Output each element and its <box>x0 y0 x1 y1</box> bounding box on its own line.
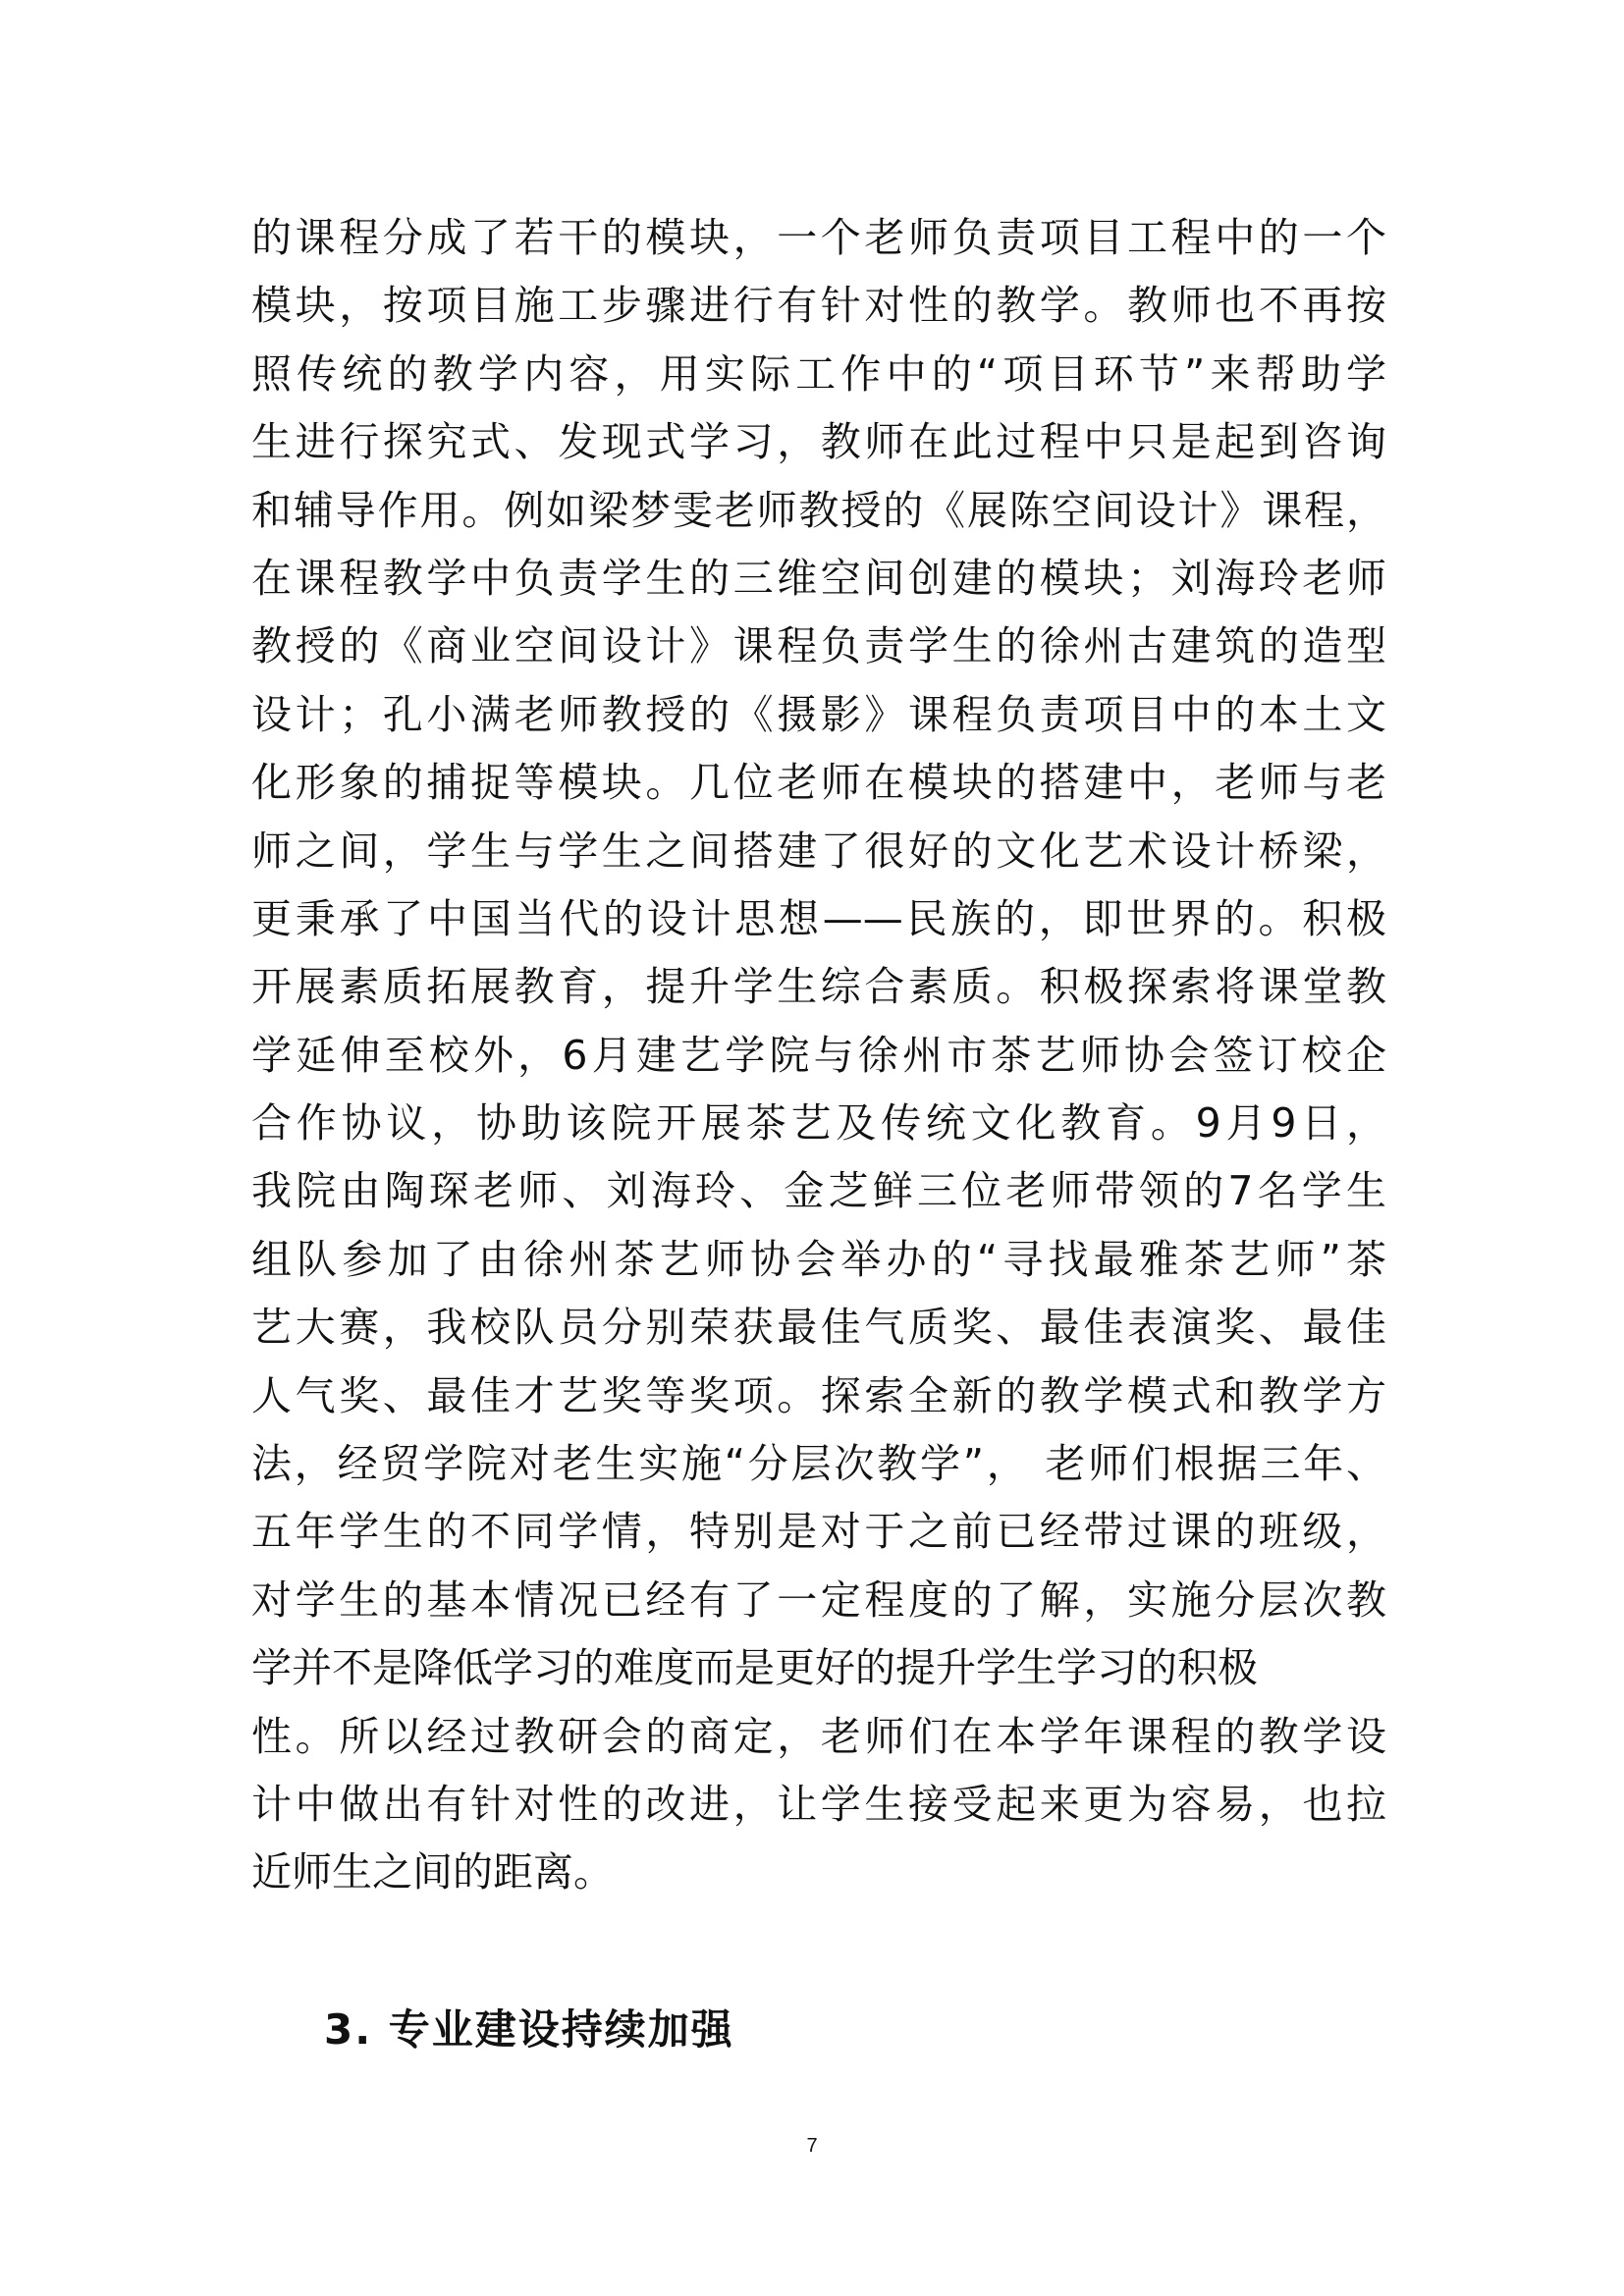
text-line: 化形象的捕捉等模块。几位老师在模块的搭建中，老师与老 <box>251 759 1386 807</box>
text-line: 计中做出有针对性的改进，让学生接受起来更为容易，也拉 <box>251 1780 1386 1828</box>
text-line: 人气奖、最佳才艺奖等奖项。探索全新的教学模式和教学方 <box>251 1371 1386 1419</box>
text-line: 五年学生的不同学情，特别是对于之前已经带过课的班级， <box>251 1508 1386 1556</box>
page-number: 7 <box>806 2135 818 2157</box>
text-line: 模块，按项目施工步骤进行有针对性的教学。教师也不再按 <box>251 282 1386 330</box>
text-line: 合作协议，协助该院开展茶艺及传统文化教育。9月9日， <box>251 1099 1386 1148</box>
text-line: 近师生之间的距离。 <box>251 1848 614 1896</box>
text-line: 和辅导作用。例如梁梦雯老师教授的《展陈空间设计》课程， <box>251 486 1386 534</box>
text-line: 法，经贸学院对老生实施“分层次教学”， 老师们根据三年、 <box>251 1440 1386 1488</box>
text-line: 的课程分成了若干的模块，一个老师负责项目工程中的一个 <box>251 214 1386 261</box>
text-line: 学并不是降低学习的难度而是更好的提升学生学习的积极 <box>251 1644 1258 1692</box>
text-line: 艺大赛，我校队员分别荣获最佳气质奖、最佳表演奖、最佳 <box>251 1304 1386 1352</box>
text-line: 设计；孔小满老师教授的《摄影》课程负责项目中的本土文 <box>251 690 1386 738</box>
body-paragraph <box>251 204 1386 1907</box>
text-line: 我院由陶琛老师、刘海玲、金芝鲜三位老师带领的7名学生 <box>251 1167 1386 1215</box>
text-line: 照传统的教学内容，用实际工作中的“项目环节”来帮助学 <box>251 349 1386 398</box>
text-line: 生进行探究式、发现式学习，教师在此过程中只是起到咨询 <box>251 418 1386 466</box>
text-line: 更秉承了中国当代的设计思想——民族的，即世界的。积极 <box>251 894 1386 942</box>
text-line: 开展素质拓展教育，提升学生综合素质。积极探索将课堂教 <box>251 963 1386 1011</box>
text-line: 对学生的基本情况已经有了一定程度的了解，实施分层次教 <box>251 1575 1386 1624</box>
text-line: 组队参加了由徐州茶艺师协会举办的“寻找最雅茶艺师”茶 <box>251 1235 1386 1283</box>
text-line: 在课程教学中负责学生的三维空间创建的模块；刘海玲老师 <box>251 554 1386 602</box>
section-heading: 3. 专业建设持续加强 <box>324 2005 734 2054</box>
text-line: 教授的《商业空间设计》课程负责学生的徐州古建筑的造型 <box>251 622 1386 670</box>
text-line: 师之间，学生与学生之间搭建了很好的文化艺术设计桥梁， <box>251 827 1386 875</box>
text-line: 学延伸至校外，6月建艺学院与徐州市茶艺师协会签订校企 <box>251 1031 1386 1079</box>
text-line: 性。所以经过教研会的商定，老师们在本学年课程的教学设 <box>251 1712 1386 1760</box>
